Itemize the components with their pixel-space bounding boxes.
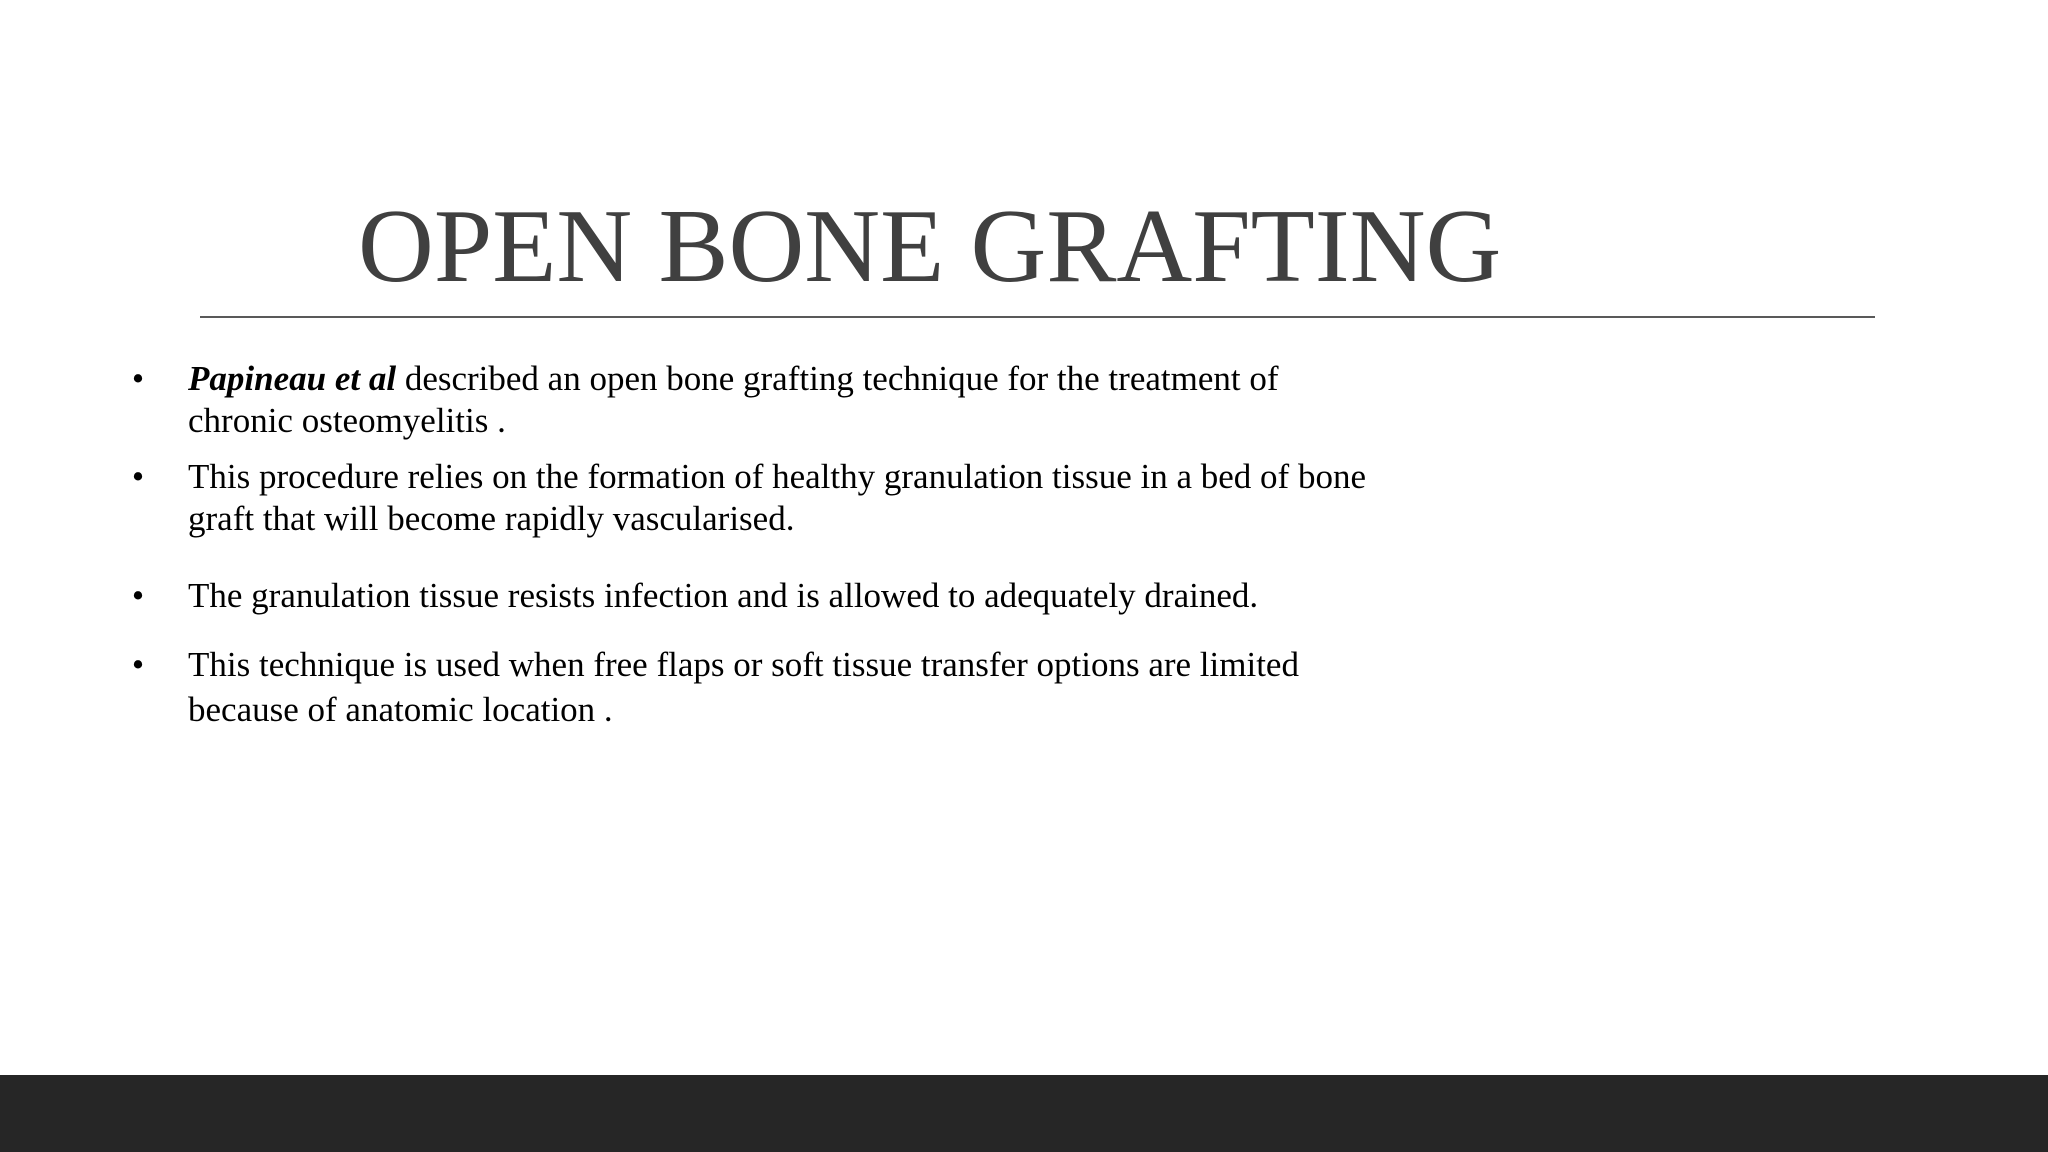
bullet-item (131, 575, 1518, 617)
bullet-line (188, 358, 1518, 400)
bullet-line: This technique is used when free flaps or soft tissue transfer options are limited (188, 645, 1299, 684)
bullet-line: graft that will become rapidly vascularised. (188, 499, 795, 538)
author-citation: Papineau et al (188, 359, 397, 398)
bullet-marker: • (131, 576, 145, 615)
bullet-marker: • (131, 457, 145, 496)
bullet-text: described an open bone grafting technique for the treatment of (396, 359, 1279, 398)
bullet-marker: • (131, 359, 145, 398)
bullet-line: because of anatomic location . (188, 690, 613, 729)
slide-title: OPEN BONE GRAFTING (358, 187, 1502, 304)
bullet-item (131, 644, 1518, 731)
bullet-line: This procedure relies on the formation of healthy granulation tissue in a bed of bone (188, 457, 1366, 496)
bullet-line: chronic osteomyelitis . (188, 401, 506, 440)
bullet-item (131, 358, 1518, 442)
bullet-item (131, 456, 1518, 540)
footer-bar (0, 1075, 2048, 1152)
bullet-marker: • (131, 645, 145, 684)
bullet-line: The granulation tissue resists infection and is allowed to adequately drained. (188, 576, 1259, 615)
